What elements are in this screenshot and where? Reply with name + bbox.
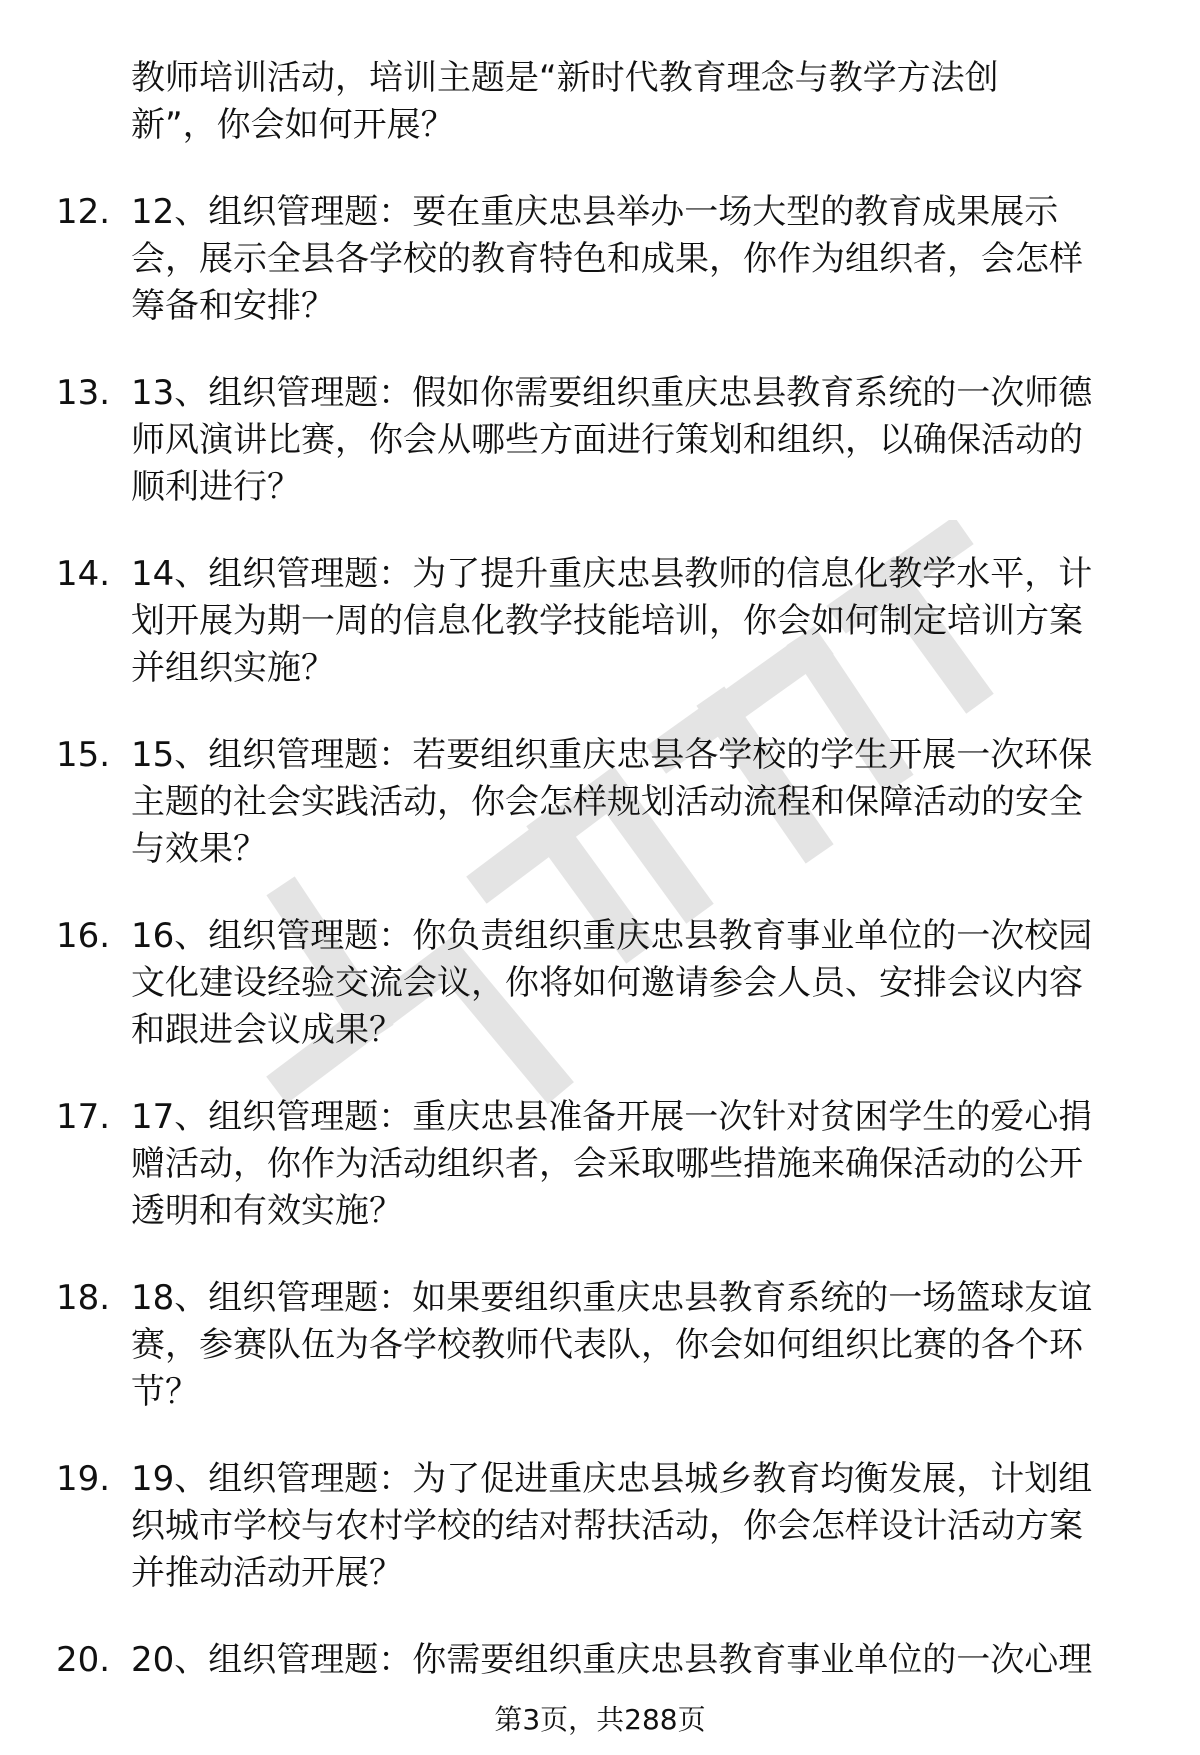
continued-question-text: 教师培训活动，培训主题是“新时代教育理念与教学方法创 新”，你会如何开展？	[131, 58, 999, 145]
question-text: 19、组织管理题：为了促进重庆忠县城乡教育均衡发展，计划组 织城市学校与农村学校的结对帮扶活动，你会怎样设计活动方案 并推动活动开展？	[131, 1459, 1093, 1593]
question-text: 14、组织管理题：为了提升重庆忠县教师的信息化教学水平，计 划开展为期一周的信息化教学技能培训，你会如何制定培训方案 并组织实施？	[131, 554, 1093, 688]
question-text: 12、组织管理题：要在重庆忠县举办一场大型的教育成果展示 会，展示全县各学校的教育特色和成果，你作为组织者，会怎样 筹备和安排？	[131, 192, 1083, 326]
question-number: 13.	[56, 373, 111, 413]
question-number: 20.	[56, 1640, 111, 1680]
question-item	[0, 189, 1141, 330]
question-item	[0, 732, 1141, 873]
question-list	[0, 189, 1200, 1684]
question-item	[0, 551, 1141, 692]
question-number: 18.	[56, 1278, 111, 1318]
question-text: 13、组织管理题：假如你需要组织重庆忠县教育系统的一次师德 师风演讲比赛，你会从哪些方面进行策划和组织，以确保活动的 顺利进行？	[131, 373, 1093, 507]
question-text: 20、组织管理题：你需要组织重庆忠县教育事业单位的一次心理	[131, 1640, 1093, 1680]
question-item	[0, 1456, 1141, 1597]
question-item	[0, 913, 1141, 1054]
question-text: 17、组织管理题：重庆忠县准备开展一次针对贫困学生的爱心捐 赠活动，你作为活动组织者，会采取哪些措施来确保活动的公开 透明和有效实施？	[131, 1097, 1093, 1231]
question-item	[0, 1637, 1141, 1684]
question-text: 18、组织管理题：如果要组织重庆忠县教育系统的一场篮球友谊 赛，参赛队伍为各学校教师代表队，你会如何组织比赛的各个环 节？	[131, 1278, 1093, 1412]
question-text: 16、组织管理题：你负责组织重庆忠县教育事业单位的一次校园 文化建设经验交流会议，你将如何邀请参会人员、安排会议内容 和跟进会议成果？	[131, 916, 1093, 1050]
question-number: 15.	[56, 735, 111, 775]
question-item	[0, 1094, 1141, 1235]
question-item	[0, 1275, 1141, 1416]
question-number: 16.	[56, 916, 111, 956]
question-text: 15、组织管理题：若要组织重庆忠县各学校的学生开展一次环保 主题的社会实践活动，你会怎样规划活动流程和保障活动的安全 与效果？	[131, 735, 1093, 869]
question-number: 12.	[56, 192, 111, 232]
page-content	[0, 55, 1200, 1724]
question-number: 14.	[56, 554, 111, 594]
question-number: 19.	[56, 1459, 111, 1499]
page-footer: 第3页，共288页	[494, 1703, 706, 1736]
question-number: 17.	[56, 1097, 111, 1137]
question-item	[0, 370, 1141, 511]
